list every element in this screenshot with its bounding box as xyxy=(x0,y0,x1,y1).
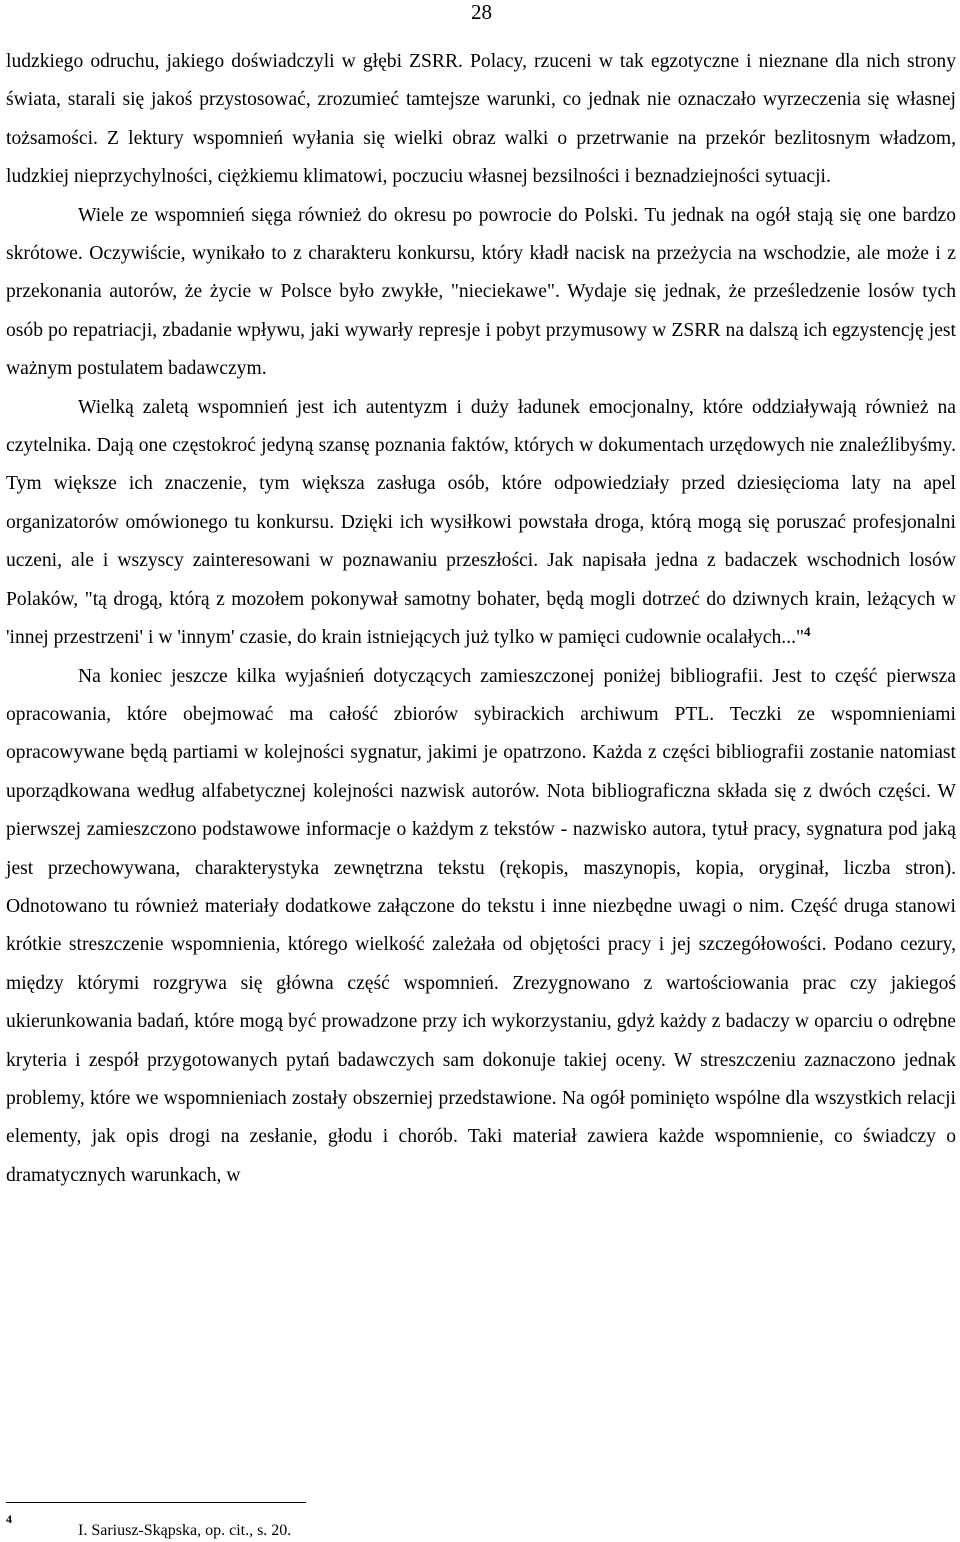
paragraph-4: Na koniec jeszcze kilka wyjaśnień dotyczących zamieszczonej poniżej bibliografii. Jest to część pierwsza opracowania, które obejmować ma całość zbiorów sybirackich archiwum PTL. Teczki ze wspomnieniami opracowywane będą partiami w kolejności sygnatur, jakimi je opatrzono. Każda z części bibliografii zostanie natomiast uporządkowana według alfabetycznej kolejności nazwisk autorów. Nota bibliograficzna składa się z dwóch części. W pierwszej zamieszczono podstawowe informacje o każdym z tekstów - nazwisko autora, tytuł pracy, sygnatura pod jaką jest przechowywana, charakterystyka zewnętrzna tekstu (rękopis, maszynopis, kopia, oryginał, liczba stron). Odnotowano tu również materiały dodatkowe załączone do tekstu i inne niezbędne uwagi o nim. Część druga stanowi krótkie streszczenie wspomnienia, którego wielkość zależała od objętości pracy i jej szczegółowości. Podano cezury, między którymi rozgrywa się główna część wspomnień. Zrezygnowano z wartościowania prac czy jakiegoś ukierunkowania badań, które mogą być prowadzone przy ich wykorzystaniu, gdyż każdy z badaczy w oparciu o odrębne kryteria i zespół przygotowanych pytań badawczych sam dokonuje takiej oceny. W streszczeniu zaznaczono jednak problemy, które we wspomnieniach zostały obszerniej przedstawione. Na ogół pominięto wspólne dla wszystkich relacji elementy, jak opis drogi na zesłanie, głodu i chorób. Taki materiał zawiera każde wspomnienie, co świadczy o dramatycznych warunkach, w xyxy=(6,665,956,1186)
paragraph-3 xyxy=(6,389,956,658)
paragraph-1: ludzkiego odruchu, jakiego doświadczyli w głębi ZSRR. Polacy, rzuceni w tak egzotyczne i nieznane dla nich strony świata, starali się jakoś przystosować, zrozumieć tamtejsze warunki, co jednak nie oznaczało wyrzeczenia się własnej tożsamości. Z lektury wspomnień wyłania się wielki obraz walki o przetrwanie na przekór bezlitosnym władzom, ludzkiej nieprzychylności, ciężkiemu klimatowi, poczuciu własnej bezsilności i beznadziejności sytuacji. xyxy=(6,51,956,188)
main-text xyxy=(6,43,956,1195)
footnote-reference[interactable]: 4 xyxy=(804,624,811,640)
paragraph-2: Wiele ze wspomnień sięga również do okresu po powrocie do Polski. Tu jednak na ogół stają się one bardzo skrótowe. Oczywiście, wynikało to z charakteru konkursu, który kładł nacisk na przeżycia na wschodzie, ale może i z przekonania autorów, że życie w Polsce było zwykłe, "nieciekawe". Wydaje się jednak, że prześledzenie losów tych osób po repatriacji, zbadanie wpływu, jaki wywarły represje i pobyt przymusowy w ZSRR na dalszą ich egzystencję jest ważnym postulatem badawczym. xyxy=(6,204,956,380)
page-number: 28 xyxy=(471,0,492,24)
footnote-text: I. Sariusz-Skąpska, op. cit., s. 20. xyxy=(78,1522,292,1539)
paragraph-3-text: Wielką zaletą wspomnień jest ich autentyzm i duży ładunek emocjonalny, które oddziaływają również na czytelnika. Dają one częstokroć jedyną szansę poznania faktów, których w dokumentach urzędowych nie znaleźlibyśmy. Tym większe ich znaczenie, tym większa zasługa osób, które odpowiedziały przed dziesięcioma laty na apel organizatorów omówionego tu konkursu. Dzięki ich wysiłkowi powstała droga, którą mogą się poruszać profesjonalni uczeni, ale i wszyscy zainteresowani w poznawaniu przeszłości. Jak napisała jedna z badaczek wschodnich losów Polaków, "tą drogą, którą z mozołem pokonywał samotny bohater, będą mogli dotrzeć do dziwnych krain, leżących w 'innej przestrzeni' i w 'innym' czasie, do krain istniejących już tylko w pamięci cudownie ocalałych..." xyxy=(6,396,956,649)
footnote-mark: 4 xyxy=(6,1512,12,1526)
footnote-separator xyxy=(6,1502,306,1503)
